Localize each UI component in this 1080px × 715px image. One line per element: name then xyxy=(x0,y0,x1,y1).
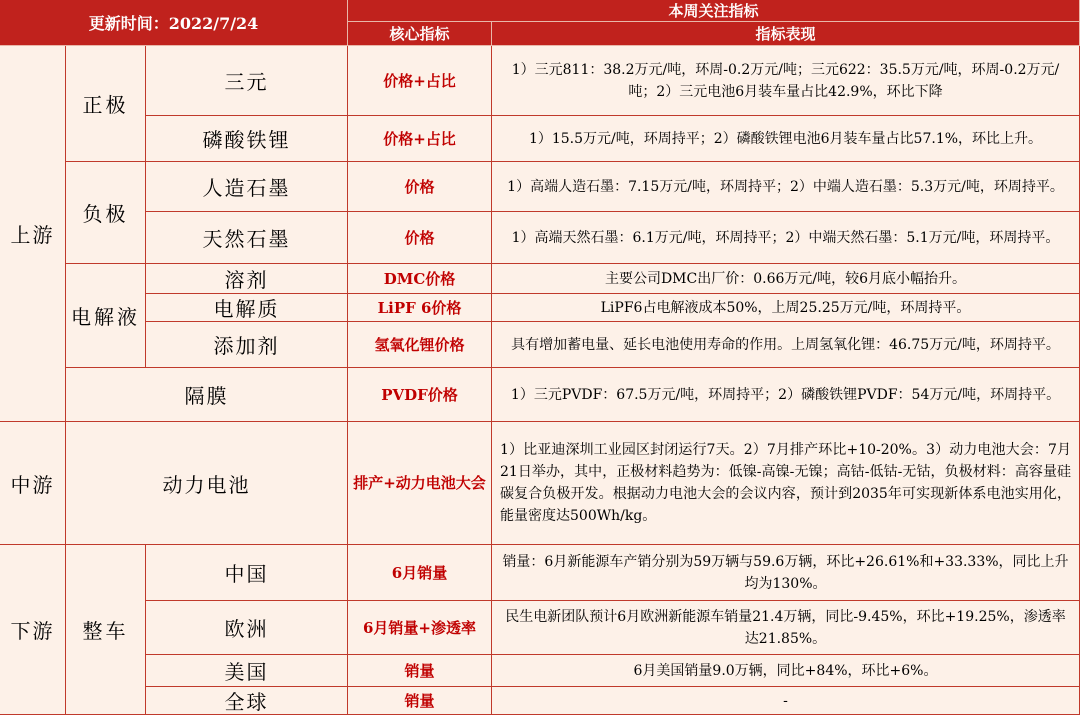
indicator-europe: 6月销量+渗透率 xyxy=(348,601,492,655)
group-vehicle: 整车 xyxy=(66,545,146,715)
indicator-electrolyte-salt: LiPF 6价格 xyxy=(348,294,492,322)
indicator-usa: 销量 xyxy=(348,655,492,687)
segment-midstream: 中游 xyxy=(0,422,66,545)
core-indicator-header: 核心指标 xyxy=(348,22,492,46)
performance-europe: 民生电新团队预计6月欧洲新能源车销量21.4万辆，同比-9.45%，环比+19.25%，渗透率达21.85%。 xyxy=(492,601,1080,655)
group-anode: 负极 xyxy=(66,162,146,264)
group-electrolyte: 电解液 xyxy=(66,264,146,368)
performance-solvent: 主要公司DMC出厂价：0.66万元/吨，较6月底小幅抬升。 xyxy=(492,264,1080,294)
item-solvent: 溶剂 xyxy=(146,264,348,294)
performance-global: - xyxy=(492,687,1080,715)
weekly-focus-header: 本周关注指标 xyxy=(348,0,1080,22)
item-electrolyte-salt: 电解质 xyxy=(146,294,348,322)
indicator-performance-header: 指标表现 xyxy=(492,22,1080,46)
indicator-global: 销量 xyxy=(348,687,492,715)
performance-additive: 具有增加蓄电量、延长电池使用寿命的作用。上周氢氧化锂：46.75万元/吨，环周持平。 xyxy=(492,322,1080,368)
item-artificial-graphite: 人造石墨 xyxy=(146,162,348,212)
indicator-china: 6月销量 xyxy=(348,545,492,601)
item-natural-graphite: 天然石墨 xyxy=(146,212,348,264)
update-time-header: 更新时间：2022/7/24 xyxy=(0,0,348,46)
indicator-artificial-graphite: 价格 xyxy=(348,162,492,212)
performance-natural-graphite: 1）高端天然石墨：6.1万元/吨，环周持平；2）中端天然石墨：5.1万元/吨，环周持平。 xyxy=(492,212,1080,264)
indicator-additive: 氢氧化锂价格 xyxy=(348,322,492,368)
item-ternary: 三元 xyxy=(146,46,348,116)
item-lfp: 磷酸铁锂 xyxy=(146,116,348,162)
performance-lfp: 1）15.5万元/吨，环周持平；2）磷酸铁锂电池6月装车量占比57.1%，环比上升。 xyxy=(492,116,1080,162)
performance-ternary: 1）三元811：38.2万元/吨，环周-0.2万元/吨；三元622：35.5万元/吨，环周-0.2万元/吨；2）三元电池6月装车量占比42.9%，环比下降 xyxy=(492,46,1080,116)
indicator-lfp: 价格+占比 xyxy=(348,116,492,162)
item-global: 全球 xyxy=(146,687,348,715)
performance-separator: 1）三元PVDF：67.5万元/吨，环周持平；2）磷酸铁锂PVDF：54万元/吨，环周持平。 xyxy=(492,368,1080,422)
item-separator: 隔膜 xyxy=(66,368,348,422)
performance-artificial-graphite: 1）高端人造石墨：7.15万元/吨，环周持平；2）中端人造石墨：5.3万元/吨，环周持平。 xyxy=(492,162,1080,212)
item-china: 中国 xyxy=(146,545,348,601)
indicator-natural-graphite: 价格 xyxy=(348,212,492,264)
performance-electrolyte-salt: LiPF6占电解液成本50%，上周25.25万元/吨，环周持平。 xyxy=(492,294,1080,322)
item-europe: 欧洲 xyxy=(146,601,348,655)
performance-power-battery: 1）比亚迪深圳工业园区封闭运行7天。2）7月排产环比+10-20%。3）动力电池大会：7月21日举办，其中，正极材料趋势为：低镍-高镍-无镍；高钴-低钴-无钴，负极材料：高容量硅碳复合负极开发。根据动力电池大会的会议内容，预计到2035年可实现新体系电池实用化，能量密度达500Wh/kg。 xyxy=(492,422,1080,545)
item-power-battery: 动力电池 xyxy=(66,422,348,545)
performance-china: 销量：6月新能源车产销分别为59万辆与59.6万辆，环比+26.61%和+33.33%，同比上升均为130%。 xyxy=(492,545,1080,601)
indicator-power-battery: 排产+动力电池大会 xyxy=(348,422,492,545)
performance-usa: 6月美国销量9.0万辆，同比+84%，环比+6%。 xyxy=(492,655,1080,687)
item-usa: 美国 xyxy=(146,655,348,687)
item-additive: 添加剂 xyxy=(146,322,348,368)
group-cathode: 正极 xyxy=(66,46,146,162)
indicator-separator: PVDF价格 xyxy=(348,368,492,422)
indicator-ternary: 价格+占比 xyxy=(348,46,492,116)
indicator-solvent: DMC价格 xyxy=(348,264,492,294)
segment-upstream: 上游 xyxy=(0,46,66,422)
segment-downstream: 下游 xyxy=(0,545,66,715)
